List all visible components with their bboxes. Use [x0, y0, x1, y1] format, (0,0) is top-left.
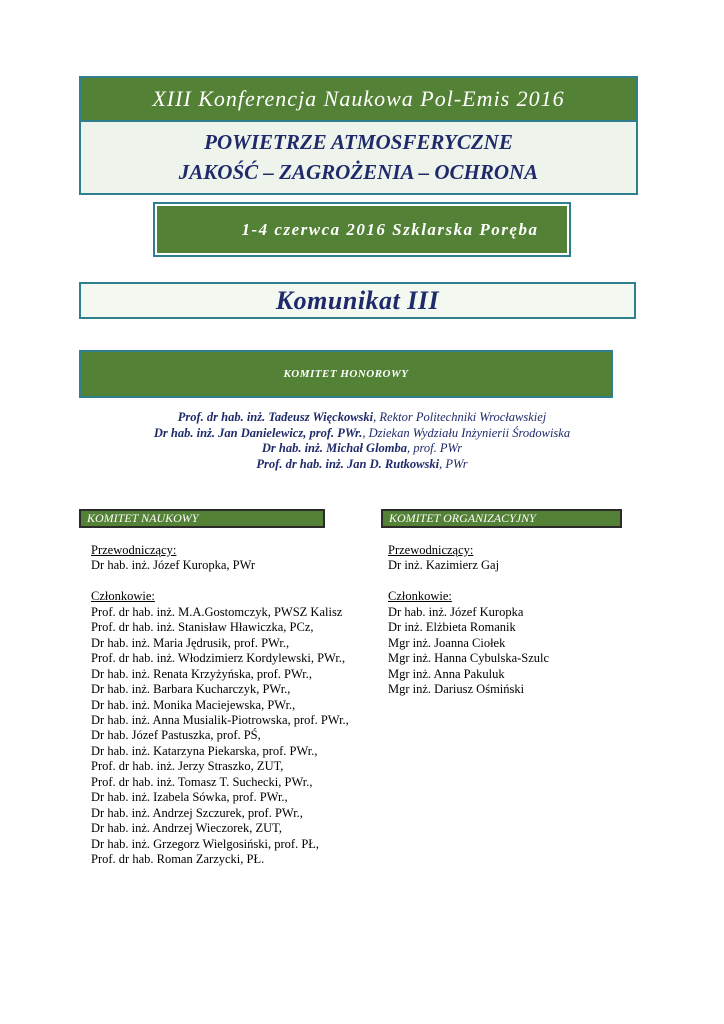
- honorary-committee-banner: [79, 350, 613, 398]
- list-item: Dr hab. inż. Izabela Sówka, prof. PWr.,: [91, 790, 288, 805]
- conference-name: XIII Konferencja Naukowa Pol-Emis 2016: [81, 78, 636, 122]
- list-item: Prof. dr hab. Roman Zarzycki, PŁ.: [91, 852, 265, 867]
- chair-label: Przewodniczący:: [388, 543, 474, 557]
- list-item: Dr hab. inż. Monika Maciejewska, PWr.,: [91, 697, 296, 712]
- list-item: Prof. dr hab. inż. Tomasz T. Suchecki, PWr.,: [91, 774, 313, 789]
- communique-banner: [79, 282, 636, 319]
- honorary-member: [60, 441, 664, 457]
- honorary-committee-list: [60, 410, 664, 472]
- members-label: Członkowie:: [91, 589, 155, 604]
- conference-theme: [81, 122, 636, 193]
- list-item: Dr hab. inż. Anna Musialik-Piotrowska, prof. PWr.,: [91, 712, 349, 727]
- member-role: , Dziekan Wydziału Inżynierii Środowiska: [362, 425, 571, 440]
- list-item: Dr hab. inż. Barbara Kucharczyk, PWr.,: [91, 682, 291, 697]
- honorary-member: [60, 410, 664, 426]
- list-item: Prof. dr hab. inż. M.A.Gostomczyk, PWSZ Kalisz: [91, 604, 343, 619]
- list-item: Dr hab. inż. Renata Krzyżyńska, prof. PWr.,: [91, 666, 312, 681]
- list-item: Mgr inż. Dariusz Ośmiński: [388, 682, 525, 697]
- member-name: Prof. dr hab. inż. Tadeusz Więckowski: [177, 410, 374, 424]
- list-item: Dr hab. inż. Andrzej Wieczorek, ZUT,: [91, 821, 282, 836]
- member-role: , PWr: [439, 456, 468, 471]
- list-item: Mgr inż. Joanna Ciołek: [388, 635, 506, 650]
- member-role: , prof. PWr: [407, 441, 463, 455]
- chair-name: Dr inż. Kazimierz Gaj: [388, 558, 500, 573]
- list-item: Prof. dr hab. inż. Stanisław Hławiczka, PCz,: [91, 620, 314, 635]
- list-item: Mgr inż. Hanna Cybulska-Szulc: [388, 651, 550, 666]
- theme-line-2: JAKOŚĆ – ZAGROŻENIA – OCHRONA: [178, 160, 539, 184]
- list-item: Prof. dr hab. inż. Jerzy Straszko, ZUT,: [91, 759, 284, 774]
- members-label: Członkowie:: [388, 589, 452, 604]
- member-name: Prof. dr hab. inż. Jan D. Rutkowski: [256, 456, 440, 471]
- list-item: Dr hab. inż. Maria Jędrusik, prof. PWr.,: [91, 635, 290, 650]
- member-role: , Rektor Politechniki Wrocławskiej: [373, 410, 547, 424]
- list-item: Dr hab. inż. Józef Kuropka: [388, 604, 524, 619]
- list-item: Dr hab. Józef Pastuszka, prof. PŚ,: [91, 728, 261, 743]
- honorary-member: [60, 457, 664, 473]
- honorary-committee-heading: KOMITET HONOROWY: [283, 368, 409, 380]
- theme-line-1: POWIETRZE ATMOSFERYCZNE: [204, 130, 513, 154]
- list-item: Dr hab. inż. Katarzyna Piekarska, prof. PWr.,: [91, 743, 318, 758]
- chair-name: Dr hab. inż. Józef Kuropka, PWr: [91, 558, 256, 573]
- date-place-text: 1-4 czerwca 2016 Szklarska Poręba: [241, 220, 539, 239]
- communique-title: Komunikat III: [275, 286, 440, 315]
- list-item: Mgr inż. Anna Pakuluk: [388, 666, 505, 681]
- date-place-banner: [153, 202, 571, 257]
- member-name: Dr hab. inż. Jan Danielewicz, prof. PWr.: [153, 425, 363, 440]
- organizing-committee-heading: KOMITET ORGANIZACYJNY: [381, 509, 622, 528]
- organizing-committee-list: [388, 543, 618, 698]
- scientific-committee-heading: KOMITET NAUKOWY: [79, 509, 325, 528]
- list-item: Dr inż. Elżbieta Romanik: [388, 620, 516, 635]
- list-item: Prof. dr hab. inż. Włodzimierz Kordylewski, PWr.,: [91, 651, 346, 666]
- member-name: Dr hab. inż. Michał Glomba: [261, 441, 408, 455]
- chair-label: Przewodniczący:: [91, 543, 177, 557]
- list-item: Dr hab. inż. Andrzej Szczurek, prof. PWr.,: [91, 805, 303, 820]
- scientific-committee-list: [91, 543, 381, 868]
- conference-header: [79, 76, 638, 195]
- list-item: Dr hab. inż. Grzegorz Wielgosiński, prof. PŁ,: [91, 836, 320, 851]
- honorary-member: [60, 426, 664, 442]
